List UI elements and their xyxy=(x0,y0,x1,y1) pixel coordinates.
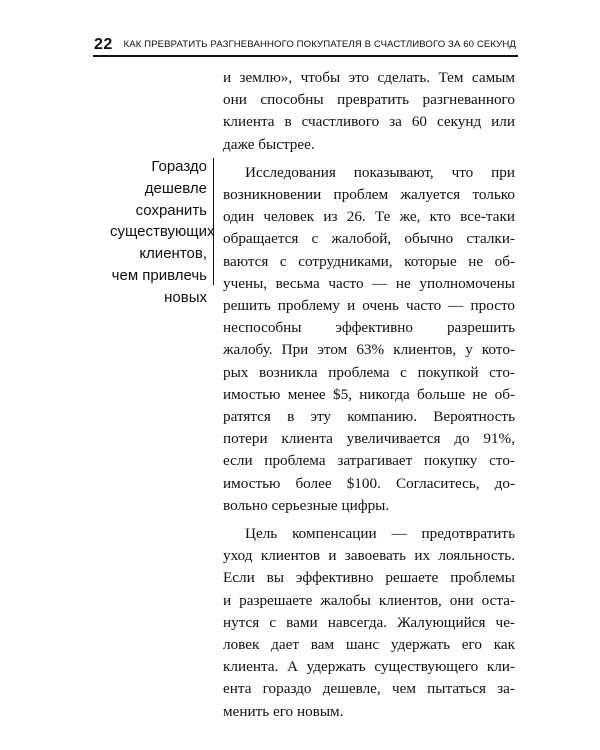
sidenote xyxy=(110,156,215,309)
sidenote-line: чем привлечь xyxy=(111,266,207,284)
text-line: ратятся в эту компанию. Вероятность xyxy=(223,408,515,426)
running-title: КАК ПРЕВРАТИТЬ РАЗГНЕВАННОГО ПОКУПАТЕЛЯ В СЧАСТЛИВОГО ЗА 60 СЕКУНД xyxy=(123,39,516,50)
text-line: клиента. А удержать существующего кли- xyxy=(223,658,515,676)
text-line: даже быстрее. xyxy=(223,135,315,153)
text-line: клиента в счастливого за 60 секунд или xyxy=(223,113,515,131)
text-line: возникновении проблем жалуется только xyxy=(223,186,515,204)
text-line: и землю», чтобы это сделать. Тем самым xyxy=(223,69,515,86)
sidenote-line: существующих xyxy=(110,223,215,241)
sidenote-line: клиентов, xyxy=(139,245,207,263)
sidenote-line: сохранить xyxy=(135,201,207,219)
text-line: имостью менее $5, никогда больше не об- xyxy=(223,385,515,403)
text-line: если проблема затрагивает покупку сто- xyxy=(223,452,515,470)
paragraph xyxy=(223,67,515,156)
text-line: Если вы эффективно решаете проблемы xyxy=(223,569,515,587)
text-line: один человек из 26. Те же, кто все-таки xyxy=(223,208,515,226)
text-line: неспособны эффективно разрешить xyxy=(223,319,515,337)
text-line: уход клиентов и завоевать их лояльность. xyxy=(223,547,515,565)
sidenote-line: дешевле xyxy=(144,179,207,197)
text-line: ваются с сотрудниками, которые не об- xyxy=(223,252,515,270)
sidenote-line: новых xyxy=(164,288,207,306)
paragraph xyxy=(223,523,515,723)
header-rule xyxy=(93,55,518,57)
text-line: учены, весьма часто — не уполномочены xyxy=(223,274,515,292)
text-line: ента гораздо дешевле, чем пытаться за- xyxy=(223,680,515,698)
text-line: решить проблему и очень часто — просто xyxy=(223,297,515,315)
text-line: обращается с жалобой, обычно сталки- xyxy=(223,230,515,248)
sidenote-line: Гораздо xyxy=(151,158,207,175)
text-line: они способны превратить разгневанного xyxy=(223,91,515,109)
sidenote-rule xyxy=(213,158,214,285)
text-line: жалобу. При этом 63% клиентов, у кото- xyxy=(223,341,515,359)
text-line: имостью более $100. Согласитесь, до- xyxy=(223,474,515,492)
text-line: Цель компенсации — предотвратить xyxy=(245,525,515,543)
text-line: нутся с вами навсегда. Жалующийся че- xyxy=(223,613,515,631)
text-line: рых возникла проблема с покупкой сто- xyxy=(223,363,515,381)
text-line: вольно серьезные цифры. xyxy=(223,496,390,514)
page-number: 22 xyxy=(94,36,113,53)
text-line: менить его новым. xyxy=(223,702,344,720)
text-line: и разрешаете жалобы клиентов, они оста- xyxy=(223,591,515,609)
text-line: Исследования показывают, что при xyxy=(245,163,515,181)
paragraph xyxy=(223,162,515,517)
body-text xyxy=(223,67,515,723)
text-line: потери клиента увеличивается до 91%, xyxy=(223,430,515,448)
text-line: ловек дает вам шанс удержать его как xyxy=(223,636,515,654)
